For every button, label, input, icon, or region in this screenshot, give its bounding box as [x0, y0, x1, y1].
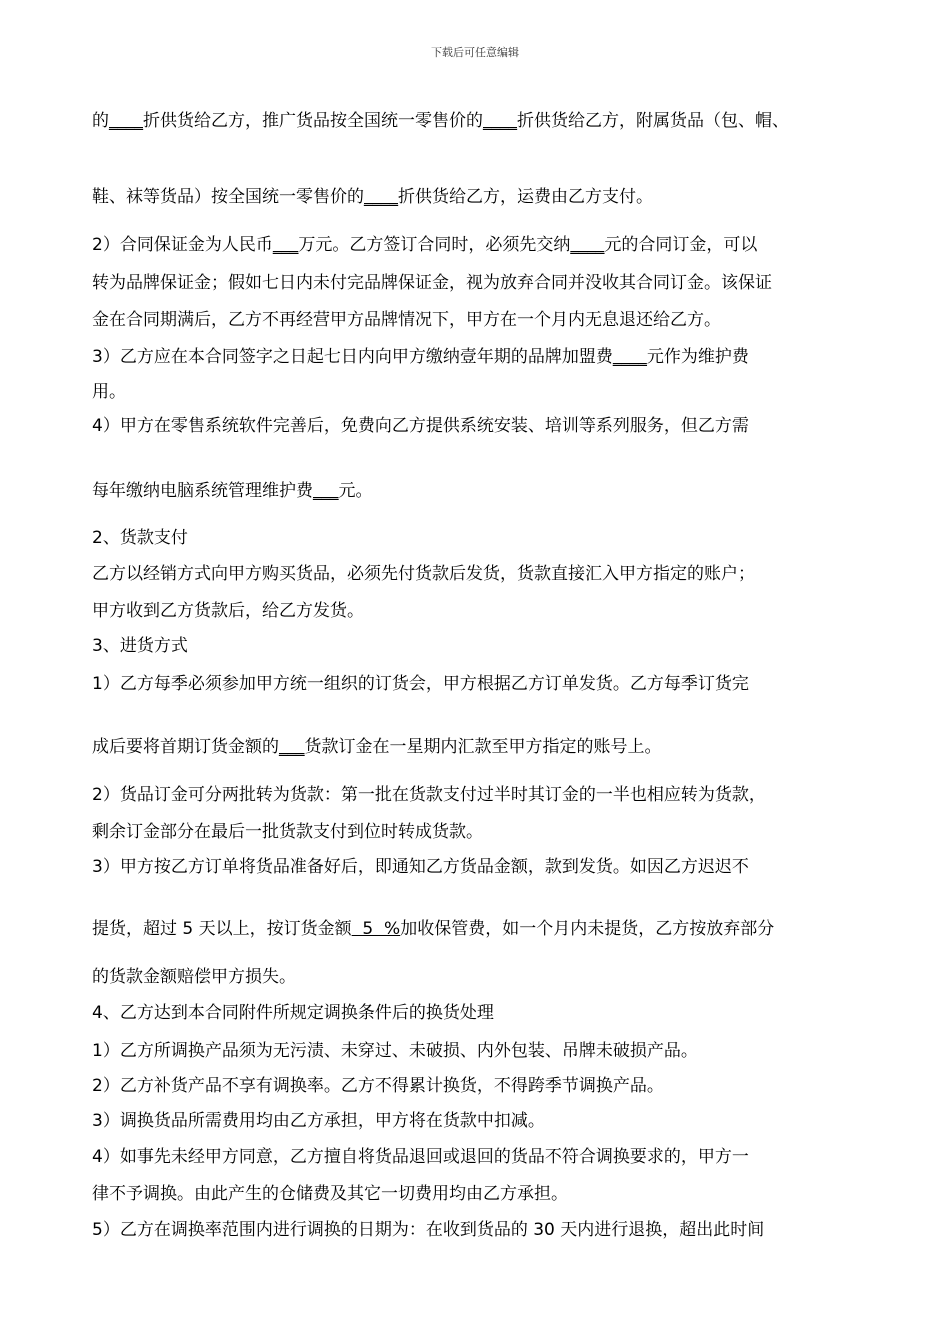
- text-run: 的: [92, 111, 109, 131]
- text-run: 鞋、袜等货品）按全国统一零售价的: [92, 187, 364, 207]
- text-run: 5）乙方在调换率范围内进行调换的日期为：在收到货品的 30 天内进行退换，超出此时间: [92, 1220, 765, 1240]
- text-run: 用。: [92, 382, 126, 402]
- text-run: 元作为维护费: [646, 347, 749, 367]
- text-run: 2、货款支付: [92, 528, 188, 548]
- text-run: 4、乙方达到本合同附件所规定调换条件后的换货处理: [92, 1003, 494, 1023]
- text-run: 1）乙方每季必须参加甲方统一组织的订货会，甲方根据乙方订单发货。乙方每季订货完: [92, 674, 749, 694]
- text-line: [92, 272, 772, 294]
- text-run: 每年缴纳电脑系统管理维护费: [92, 481, 313, 501]
- text-line: [92, 600, 364, 622]
- text-run: 货款订金在一星期内汇款至甲方指定的账号上。: [304, 737, 662, 757]
- text-line: [92, 309, 721, 331]
- text-line: [92, 480, 373, 502]
- page-header: 下载后可任意编辑: [431, 46, 519, 59]
- text-line: [92, 736, 662, 758]
- text-line: [92, 673, 749, 695]
- text-line: [92, 381, 126, 403]
- text-run: 元。: [338, 481, 373, 501]
- blank-field: ___: [279, 737, 305, 757]
- text-line: [92, 1040, 698, 1062]
- blank-field: ____: [612, 347, 647, 367]
- text-run: 金在合同期满后，乙方不再经营甲方品牌情况下，甲方在一个月内无息退还给乙方。: [92, 310, 721, 330]
- blank-field: ____: [483, 111, 517, 131]
- text-line: [92, 563, 755, 585]
- text-run: 2）合同保证金为人民币: [92, 235, 273, 255]
- text-line: [92, 415, 749, 437]
- blank-field: ___: [313, 481, 339, 501]
- text-run: 元的合同订金，可以: [604, 235, 758, 255]
- text-run: 折供货给乙方，推广货品按全国统一零售价的: [143, 111, 483, 131]
- text-line: [92, 1219, 764, 1241]
- text-line: [92, 1146, 749, 1168]
- text-line: [92, 186, 653, 208]
- blank-field: ___: [272, 235, 299, 255]
- text-run: 提货，超过 5 天以上，按订货金额: [92, 919, 352, 939]
- text-line: [92, 1075, 664, 1097]
- text-run: 2）货品订金可分两批转为货款：第一批在货款支付过半时其订金的一半也相应转为货款，: [92, 785, 766, 805]
- text-line: [92, 821, 483, 843]
- text-line: [92, 234, 757, 256]
- text-line: [92, 1183, 568, 1205]
- text-line: [92, 856, 749, 878]
- text-run: 1）乙方所调换产品须为无污渍、未穿过、未破损、内外包装、吊牌未破损产品。: [92, 1041, 698, 1061]
- text-line: [92, 635, 188, 657]
- text-line: [92, 527, 188, 549]
- text-run: 甲方收到乙方货款后，给乙方发货。: [92, 601, 364, 621]
- text-run: 剩余订金部分在最后一批货款支付到位时转成货款。: [92, 822, 483, 842]
- text-line: [92, 1110, 545, 1132]
- text-run: 转为品牌保证金；假如七日内未付完品牌保证金，视为放弃合同并没收其合同订金。该保证: [92, 273, 772, 293]
- text-run: 加收保管费，如一个月内未提货，乙方按放弃部分: [400, 919, 775, 939]
- blank-field: ____: [109, 111, 143, 131]
- text-run: 的货款金额赔偿甲方损失。: [92, 967, 296, 987]
- blank-field: 5 %: [351, 919, 401, 939]
- text-line: [92, 346, 749, 368]
- text-run: 3）调换货品所需费用均由乙方承担，甲方将在货款中扣减。: [92, 1111, 545, 1131]
- text-run: 律不予调换。由此产生的仓储费及其它一切费用均由乙方承担。: [92, 1184, 568, 1204]
- text-line: [92, 918, 774, 940]
- text-run: 成后要将首期订货金额的: [92, 737, 279, 757]
- text-line: [92, 110, 789, 132]
- text-line: [92, 966, 296, 988]
- blank-field: ____: [364, 187, 398, 207]
- text-run: 3、进货方式: [92, 636, 188, 656]
- text-run: 4）如事先未经甲方同意，乙方擅自将货品退回或退回的货品不符合调换要求的，甲方一: [92, 1147, 749, 1167]
- blank-field: ____: [570, 235, 605, 255]
- text-run: 折供货给乙方，运费由乙方支付。: [398, 187, 653, 207]
- text-line: [92, 784, 766, 806]
- text-run: 折供货给乙方，附属货品（包、帽、: [517, 111, 789, 131]
- text-line: [92, 1002, 494, 1024]
- text-run: 万元。乙方签订合同时，必须先交纳: [298, 235, 571, 255]
- text-run: 乙方以经销方式向甲方购买货品，必须先付货款后发货，货款直接汇入甲方指定的账户；: [92, 564, 755, 584]
- text-run: 2）乙方补货产品不享有调换率。乙方不得累计换货，不得跨季节调换产品。: [92, 1076, 664, 1096]
- text-run: 3）乙方应在本合同签字之日起七日内向甲方缴纳壹年期的品牌加盟费: [92, 347, 613, 367]
- text-run: 3）甲方按乙方订单将货品准备好后，即通知乙方货品金额，款到发货。如因乙方迟迟不: [92, 857, 749, 877]
- text-run: 4）甲方在零售系统软件完善后，免费向乙方提供系统安装、培训等系列服务，但乙方需: [92, 416, 749, 436]
